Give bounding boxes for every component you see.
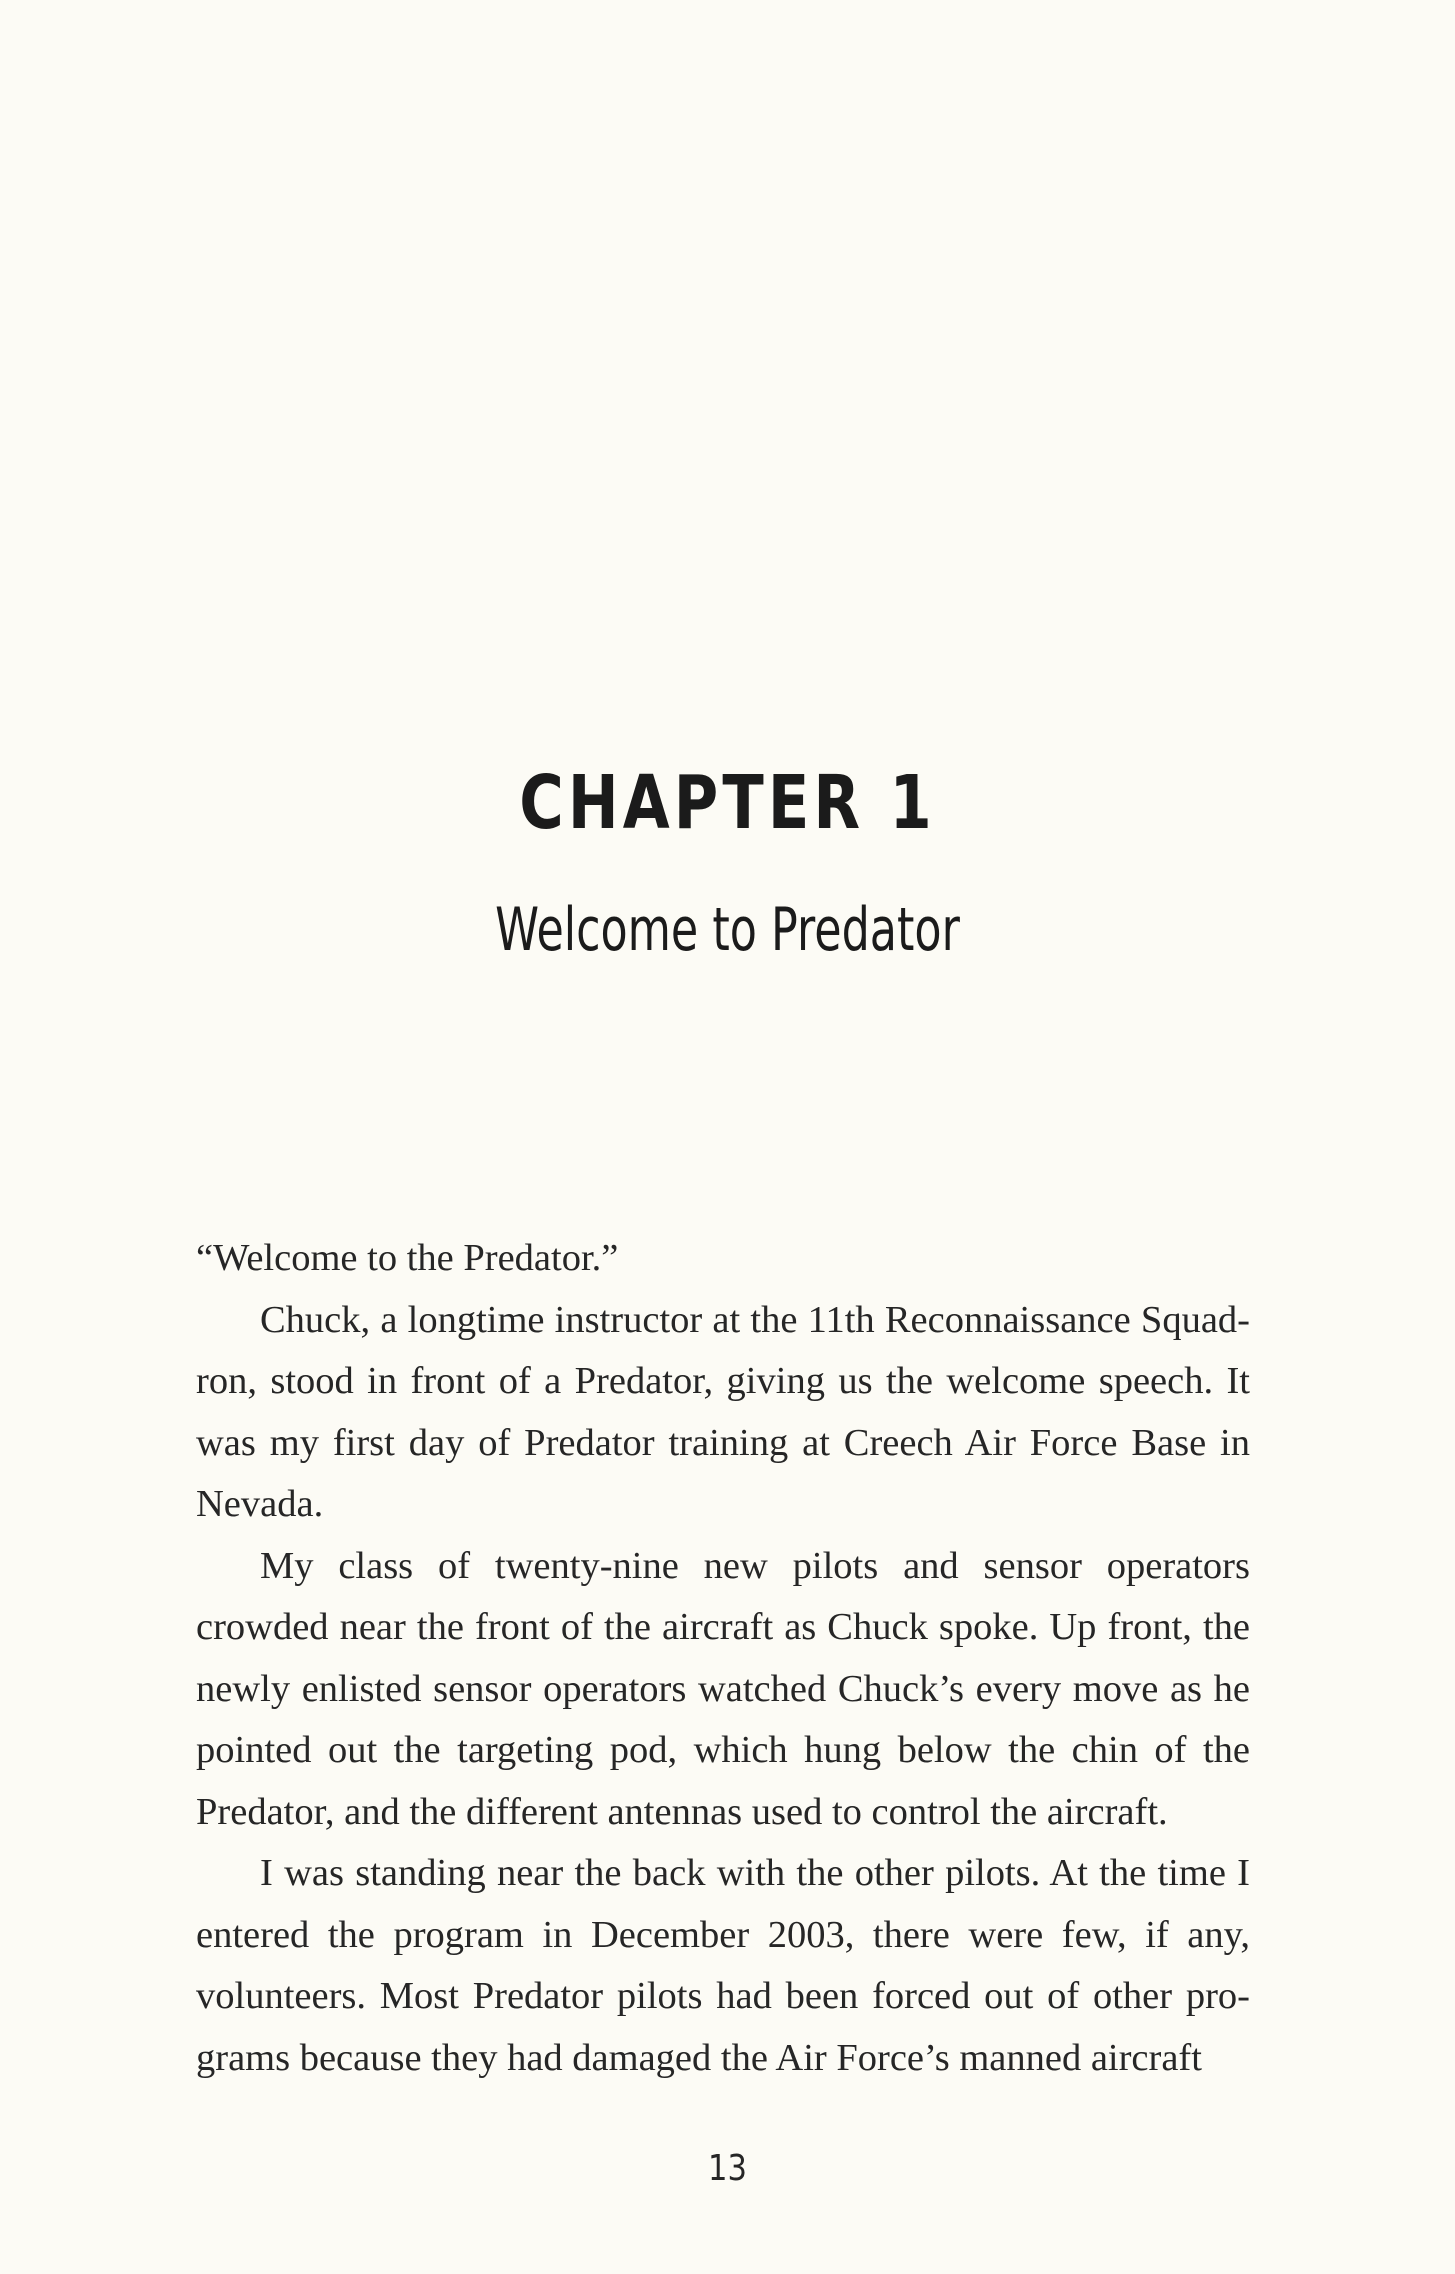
paragraph-4: I was standing near the back with the other pilots. At the time I entered the program in December 2003, there were few, if any, volunteers. Most Predator pilots had been forced out of other programs because they had damaged the Air Force’s manned aircraft xyxy=(196,1852,1250,2079)
paragraph-3: My class of twenty-nine new pilots and sensor operators crowded near the front of the aircraft as Chuck spoke. Up front, the newly enlisted sensor operators watched Chuck’s every move as he pointed out the targeting pod, which hung below the chin of the Predator, and the different antennas used to control the aircraft. xyxy=(196,1544,1250,1833)
chapter-label: CHAPTER 1 xyxy=(519,760,936,846)
paragraph-1: “Welcome to the Predator.” xyxy=(196,1237,619,1279)
chapter-title: Welcome to Predator xyxy=(495,895,960,965)
body-text xyxy=(196,1228,1250,2089)
paragraph-2: Chuck, a longtime instructor at the 11th Reconnaissance Squadron, stood in front of a Predator, giving us the welcome speech. It was my first day of Predator training at Creech Air Force Base in Nevada. xyxy=(196,1298,1250,1525)
page-number: 13 xyxy=(708,2148,747,2189)
